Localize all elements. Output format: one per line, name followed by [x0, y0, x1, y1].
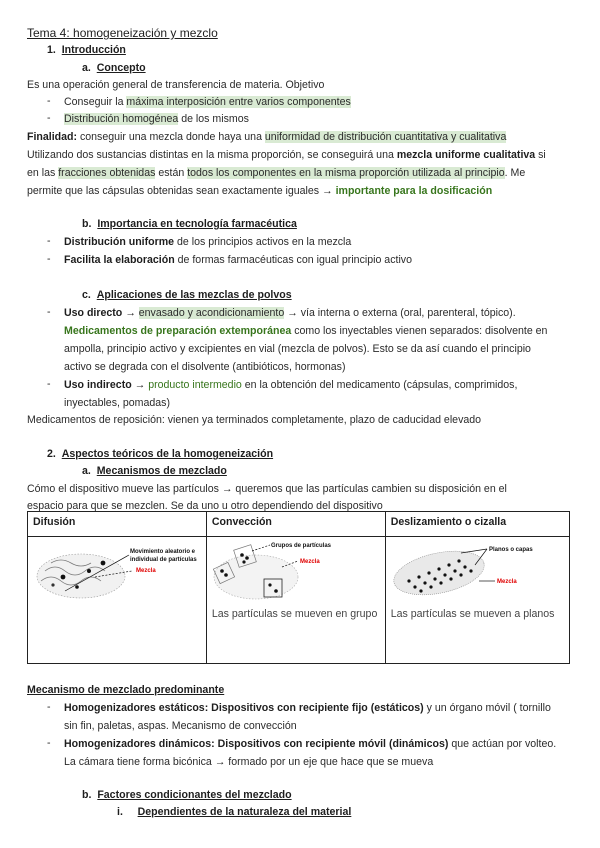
subsection-letter: b. — [82, 218, 92, 230]
extemporanea-line — [64, 324, 547, 338]
dinamicos-line — [64, 737, 556, 751]
subsection-letter: a. — [82, 465, 91, 477]
paragraph-line: espacio para que se mezclen. Se da uno u otro dependiendo del dispositivo — [27, 500, 383, 512]
table-header-row — [28, 512, 570, 537]
table-header-conveccion: Convección — [206, 512, 385, 537]
highlighted-text: todos los componentes en la misma proporción utilizada al principio — [187, 167, 505, 179]
text: están — [155, 167, 188, 179]
particle-cloud — [391, 544, 488, 602]
highlighted-text: Distribución homogénea — [64, 113, 179, 125]
arrow: → — [122, 307, 139, 319]
paragraph-line: activo se degrada con el disolvente (antibióticos, hormonas) — [64, 361, 346, 373]
subsection-2a-heading — [82, 464, 227, 478]
concepto-bullet-1 — [64, 95, 351, 109]
text: → vía interna o externa (oral, parenteral, tópico). — [284, 307, 516, 319]
bold-text: Distribución uniforme — [64, 236, 175, 248]
particle-cloud — [213, 545, 298, 599]
figure-label-red: Mezcla — [299, 559, 320, 565]
subsection-letter: b. — [82, 789, 92, 801]
paragraph-line: La cámara tiene forma bicónica → formado por un eje que hace que se mueva — [64, 756, 434, 768]
text: de formas farmacéuticas con igual principio activo — [174, 254, 412, 266]
estaticos-line — [64, 701, 551, 715]
cell-description: Las partículas se mueven a planos — [390, 608, 555, 620]
text: en la obtención del medicamento (cápsulas, comprimidos, — [241, 379, 518, 391]
highlighted-text: máxima interposición entre varios componentes — [126, 96, 351, 108]
bullet-dash: - — [47, 235, 51, 247]
text: en las — [27, 167, 59, 179]
subsection-2b-heading — [82, 788, 292, 802]
bold-text: Homogenizadores dinámicos: Dispositivos con recipiente móvil (dinámicos) — [64, 738, 449, 750]
section-title: Introducción — [61, 44, 126, 56]
bullet-dash: - — [47, 378, 51, 390]
bullet-dash: - — [47, 95, 51, 107]
subsection-title: Mecanismos de mezclado — [96, 465, 227, 477]
uso-directo-line — [64, 306, 516, 320]
reposicion-line: Medicamentos de reposición: vienen ya terminados completamente, plazo de caducidad elevado — [27, 414, 482, 426]
section-1-heading — [47, 43, 126, 57]
table-header-deslizamiento: Deslizamiento o cizalla — [385, 512, 569, 537]
shear-diagram — [391, 541, 561, 603]
mixing-mechanisms-table — [27, 511, 570, 664]
subsection-2bi-heading — [117, 805, 351, 819]
subsection-letter: a. — [82, 62, 91, 74]
concepto-intro: Es una operación general de transferencia de materia. Objetivo — [27, 79, 325, 91]
highlighted-text: envasado y acondicionamiento — [138, 307, 285, 319]
concepto-bullet-2 — [64, 112, 249, 126]
diffusion-diagram — [33, 541, 203, 603]
section-2-heading — [47, 447, 273, 461]
table-cell-difusion — [28, 537, 207, 664]
pointer-line — [461, 549, 487, 553]
figure-label: Grupos de partículas — [270, 543, 331, 549]
bullet-dash: - — [47, 737, 51, 749]
figure-label-red: Mezcla — [136, 568, 156, 574]
bold-text: mezcla uniforme cualitativa — [396, 149, 536, 161]
text: de los mismos — [178, 113, 249, 125]
subsection-title: Dependientes de la naturaleza del material — [137, 806, 352, 818]
subsection-numeral: i. — [117, 806, 123, 818]
green-text: Medicamentos de preparación extemporánea — [64, 325, 292, 337]
figure-label: Movimiento aleatorio e — [130, 549, 196, 555]
table-row — [28, 537, 570, 664]
green-text: importante para la dosificación — [335, 185, 493, 197]
subsection-title: Concepto — [96, 62, 146, 74]
text: de los principios activos en la mezcla — [174, 236, 352, 248]
bullet-dash: - — [47, 112, 51, 124]
paragraph-line: sin fin, paletas, aspas. Mecanismo de convección — [64, 720, 297, 732]
figure-label: individual de partículas — [130, 557, 197, 563]
paragraph-line — [27, 148, 546, 162]
particle-cloud — [37, 554, 125, 598]
finalidad-line — [27, 130, 506, 144]
bold-text: Facilita la elaboración — [64, 254, 175, 266]
subsection-1c-heading — [82, 288, 292, 302]
text: como los inyectables vienen separados: disolvente en — [291, 325, 548, 337]
bullet-dash: - — [47, 253, 51, 265]
table-header-difusion: Difusión — [28, 512, 207, 537]
subsection-title: Aplicaciones de las mezclas de polvos — [96, 289, 292, 301]
text: y un órgano móvil ( tornillo — [423, 702, 551, 714]
text: si — [535, 149, 546, 161]
predominante-heading: Mecanismo de mezclado predominante — [27, 684, 225, 696]
paragraph-line: ampolla, principio activo y excipientes en vial (mezcla de polvos). Esto se da así cuando el principio — [64, 343, 531, 355]
paragraph-line — [27, 184, 492, 198]
bullet-dash: - — [47, 701, 51, 713]
pointer-line — [252, 545, 270, 551]
bold-label: Finalidad: — [27, 131, 78, 143]
bold-text: Uso directo — [64, 307, 123, 319]
text: Conseguir la — [64, 96, 127, 108]
uso-indirecto-line — [64, 378, 517, 392]
arrow: → — [131, 379, 149, 391]
text: . Me — [504, 167, 526, 179]
section-number: 2. — [47, 448, 56, 460]
text: conseguir una mezcla donde haya una — [77, 131, 265, 143]
table-cell-conveccion — [206, 537, 385, 664]
paragraph-line: Cómo el dispositivo mueve las partículos → queremos que las partículas cambien su disposición en el — [27, 483, 507, 495]
text: permite que las cápsulas obtenidas sean exactamente iguales → — [27, 185, 336, 197]
bold-text: Uso indirecto — [64, 379, 132, 391]
section-title: Aspectos teóricos de la homogeneización — [61, 448, 274, 460]
cell-description: Las partículas se mueven en grupo — [211, 608, 378, 620]
table-cell-deslizamiento — [385, 537, 569, 664]
convection-diagram — [212, 541, 382, 603]
subsection-letter: c. — [82, 289, 91, 301]
subsection-1b-heading — [82, 217, 297, 231]
figure-label-red: Mezcla — [496, 579, 517, 585]
importancia-bullet-2 — [64, 253, 412, 267]
highlighted-text: fracciones obtenidas — [58, 167, 156, 179]
figure-label: Planos o capas — [488, 547, 533, 553]
text: Utilizando dos sustancias distintas en la misma proporción, se conseguirá una — [27, 149, 397, 161]
paragraph-line — [27, 166, 525, 180]
section-number: 1. — [47, 44, 56, 56]
paragraph-line: inyectables, pomadas) — [64, 397, 170, 409]
importancia-bullet-1 — [64, 235, 351, 249]
highlighted-text: uniformidad de distribución cuantitativa y cualitativa — [264, 131, 507, 143]
document-title: Tema 4: homogeneización y mezclo — [27, 26, 218, 40]
text: que actúan por volteo. — [448, 738, 557, 750]
bold-text: Homogenizadores estáticos: Dispositivos con recipiente fijo (estáticos) — [64, 702, 424, 714]
bullet-dash: - — [47, 306, 51, 318]
subsection-title: Factores condicionantes del mezclado — [97, 789, 292, 801]
subsection-1a-heading — [82, 61, 146, 75]
green-text: producto intermedio — [148, 379, 242, 391]
subsection-title: Importancia en tecnología farmacéutica — [97, 218, 297, 230]
